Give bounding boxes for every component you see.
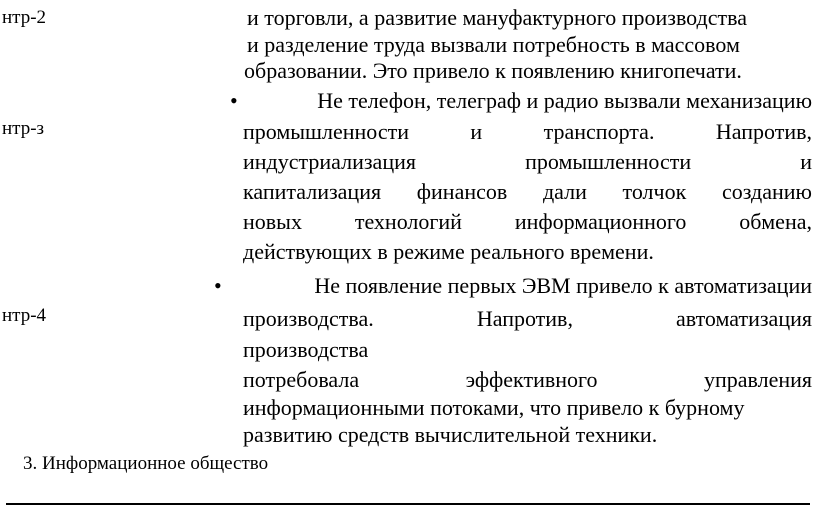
margin-label-ntr-4: нтр-4 <box>2 305 47 326</box>
margin-label-ntr-2: нтр-2 <box>2 7 47 28</box>
justified-line <box>243 178 812 206</box>
justified-line <box>243 366 812 394</box>
word: технологий <box>354 209 462 234</box>
word: дали <box>542 179 587 204</box>
word: и <box>470 119 483 144</box>
word: транспорта. <box>543 119 655 144</box>
text-line: Не телефон, телеграф и радио вызвали механизацию <box>317 88 812 113</box>
word: информационного <box>514 209 687 234</box>
word: новых <box>243 209 302 234</box>
text-line: образовании. Это привело к появлению книгопечати. <box>244 58 742 83</box>
word: производства. <box>243 306 374 331</box>
word: потребовала <box>243 367 360 392</box>
text-line: и разделение труда вызвали потребность в массовом <box>247 32 740 57</box>
justified-line <box>243 305 812 333</box>
word: эффективного <box>465 367 598 392</box>
text-line: производства <box>243 337 369 362</box>
text-line: действующих в режиме реального времени. <box>243 239 654 264</box>
word: капитализация <box>243 179 382 204</box>
bullet-item-first-line <box>230 87 812 115</box>
word: промышленности <box>525 149 692 174</box>
justified-line <box>243 208 812 236</box>
text-line: и торговли, а развитие мануфактурного производства <box>247 5 747 30</box>
word: автоматизация <box>676 306 812 331</box>
section-heading: 3. Информационное общество <box>23 453 269 474</box>
justified-line <box>243 118 812 146</box>
word: индустриализация <box>243 149 416 174</box>
justified-line <box>243 148 812 176</box>
text-line: развитию средств вычислительной техники. <box>243 422 658 447</box>
bullet-icon: • <box>214 273 222 298</box>
word: и <box>800 149 812 174</box>
bottom-divider <box>6 503 810 505</box>
margin-label-ntr-3: нтр-з <box>2 118 45 139</box>
word: Напротив, <box>715 119 812 144</box>
word: управления <box>703 367 812 392</box>
word: промышленности <box>243 119 409 144</box>
word: созданию <box>721 179 812 204</box>
word: толчок <box>622 179 687 204</box>
bullet-icon: • <box>230 88 238 113</box>
text-line: информационными потоками, что привело к бурному <box>243 395 745 420</box>
word: Напротив, <box>476 306 573 331</box>
word: финансов <box>416 179 508 204</box>
bullet-item-first-line <box>214 272 812 300</box>
word: обмена, <box>739 209 812 234</box>
text-line: Не появление первых ЭВМ привело к автоматизации <box>314 273 812 298</box>
